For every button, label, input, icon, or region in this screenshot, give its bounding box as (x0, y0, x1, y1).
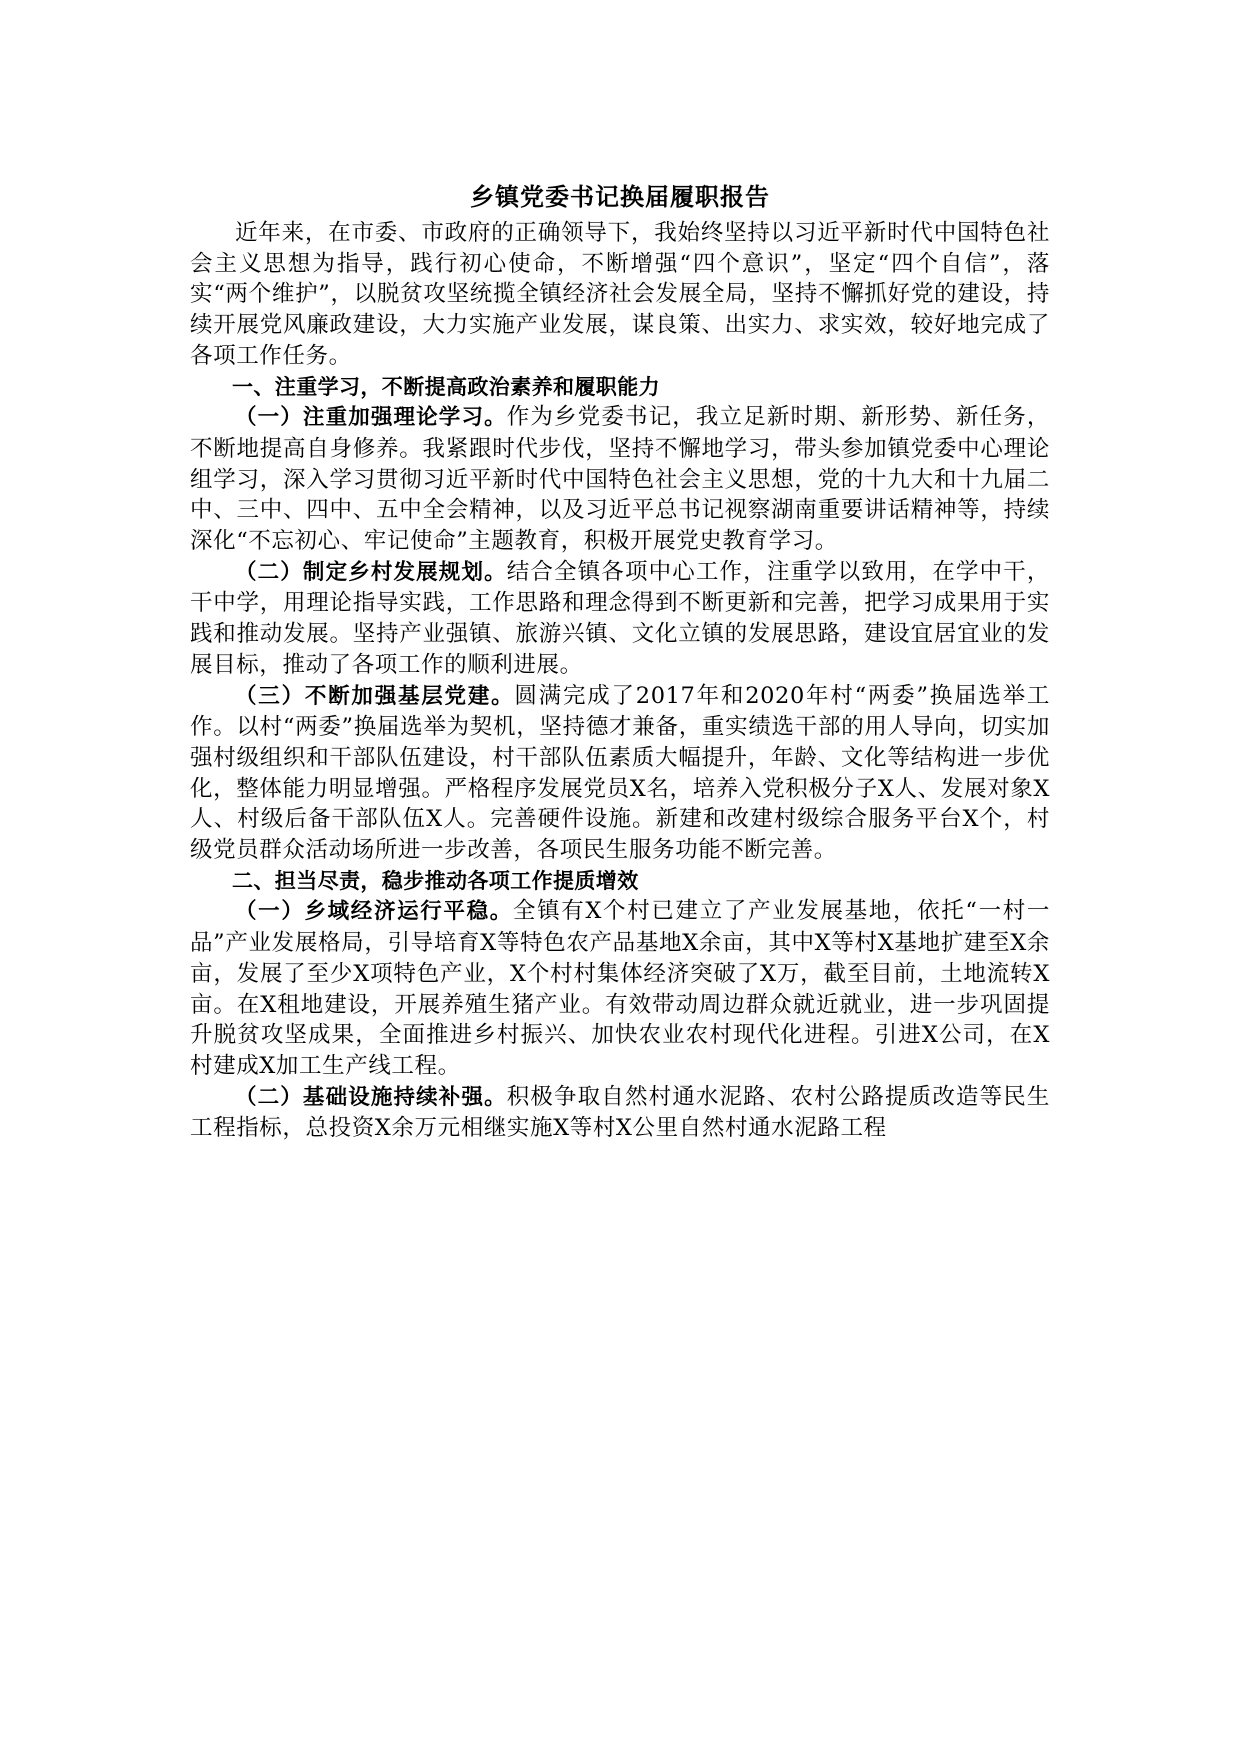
item-text: 积极争取自然村通水泥路、农村公路提质改造等民生工程指标，总投资X余万元相继实施X等村X公里自然村通水泥路工程 (190, 1083, 1050, 1142)
item-lead: （一）注重加强理论学习。 (235, 405, 507, 431)
item-text: 结合全镇各项中心工作，注重学以致用，在学中干，干中学，用理论指导实践，工作思路和理念得到不断更新和完善，把学习成果用于实践和推动发展。坚持产业强镇、旅游兴镇、文化立镇的发展思路，建设宜居宜业的发展目标，推动了各项工作的顺利进展。 (190, 558, 1050, 678)
section-1-heading: 一、注重学习，不断提高政治素养和履职能力 (232, 374, 660, 399)
document-title: 乡镇党委书记换届履职报告 (470, 183, 770, 211)
section-1-item-3 (190, 681, 1050, 866)
item-lead: （一）乡域经济运行平稳。 (235, 899, 513, 925)
section-2-item-1 (190, 896, 1050, 1081)
item-lead: （三）不断加强基层党建。 (235, 683, 515, 709)
section-1-item-1 (190, 402, 1050, 557)
item-text: 作为乡党委书记，我立足新时期、新形势、新任务，不断地提高自身修养。我紧跟时代步伐，坚持不懈地学习，带头参加镇党委中心理论组学习，深入学习贯彻习近平新时代中国特色社会主义思想，党的十九大和十九届二中、三中、四中、五中全会精神，以及习近平总书记视察湖南重要讲话精神等，持续深化“不忘初心、牢记使命”主题教育，积极开展党史教育学习。 (190, 404, 1050, 555)
item-text: 圆满完成了2017年和2020年村“两委”换届选举工作。以村“两委”换届选举为契机，坚持德才兼备，重实绩选干部的用人导向，切实加强村级组织和干部队伍建设，村干部队伍素质大幅提升，年龄、文化等结构进一步优化，整体能力明显增强。严格程序发展党员X名，培养入党积极分子X人、发展对象X人、村级后备干部队伍X人。完善硬件设施。新建和改建村级综合服务平台X个，村级党员群众活动场所进一步改善，各项民生服务功能不断完善。 (190, 682, 1050, 864)
item-lead: （二）制定乡村发展规划。 (235, 559, 507, 585)
section-2-heading: 二、担当尽责，稳步推动各项工作提质增效 (232, 868, 639, 893)
item-lead: （二）基础设施持续补强。 (235, 1084, 507, 1110)
item-text: 全镇有X个村已建立了产业发展基地，依托“一村一品”产业发展格局，引导培育X等特色农产品基地X余亩，其中X等村X基地扩建至X余亩，发展了至少X项特色产业，X个村村集体经济突破了X万，截至目前，土地流转X亩。在X租地建设，开展养殖生猪产业。有效带动周边群众就近就业，进一步巩固提升脱贫攻坚成果，全面推进乡村振兴、加快农业农村现代化进程。引进X公司，在X村建成X加工生产线工程。 (190, 898, 1051, 1079)
section-1-item-2 (190, 557, 1050, 681)
intro-paragraph: 近年来，在市委、市政府的正确领导下，我始终坚持以习近平新时代中国特色社会主义思想为指导，践行初心使命，不断增强“四个意识”，坚定“四个自信”，落实“两个维护”，以脱贫攻坚统揽全镇经济社会发展全局，坚持不懈抓好党的建设，持续开展党风廉政建设，大力实施产业发展，谋良策、出实力、求实效，较好地完成了各项工作任务。 (190, 220, 1050, 369)
section-2-item-2 (190, 1082, 1050, 1144)
document-page (190, 180, 1050, 1144)
